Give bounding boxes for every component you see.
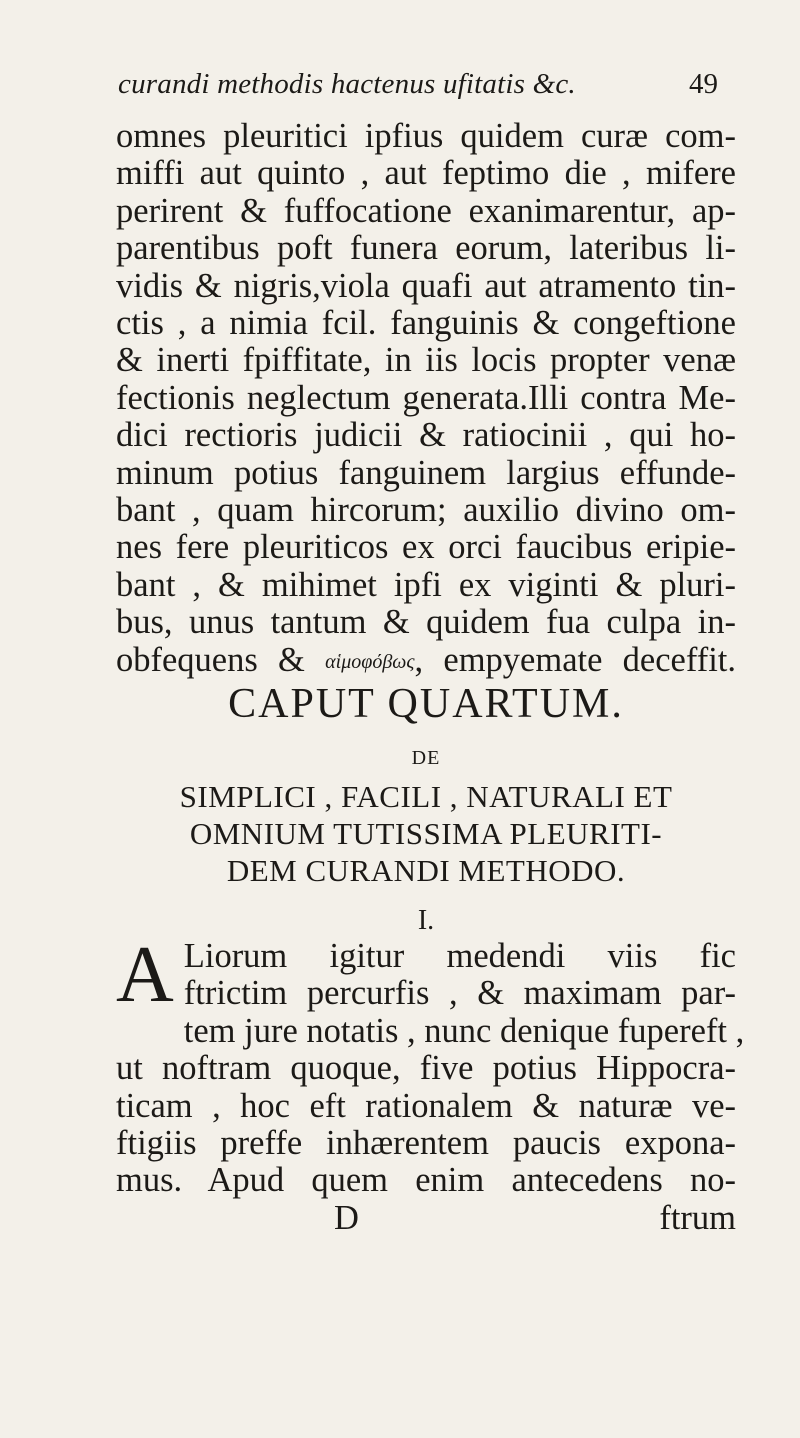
text-line: miffi aut quinto , aut feptimo die , mifere [116, 154, 736, 193]
text-line: minum potius fanguinem largius effunde- [116, 453, 736, 492]
text-line: bus, unus tantum & quidem fua culpa in- [116, 603, 736, 642]
signature-row [116, 1200, 736, 1237]
text-line: perirent & fuffocatione exanimarentur, ap- [116, 191, 736, 230]
text-line: fectionis neglectum generata.Illi contra Me- [116, 378, 736, 417]
text-line: ut noftram quoque, five potius Hippocra- [116, 1049, 736, 1088]
text-line: omnes pleuritici ipfius quidem curæ com- [116, 117, 736, 155]
drop-cap: A [116, 931, 174, 1019]
text-line: dici rectioris judicii & ratiocinii , qui ho- [116, 416, 736, 455]
text-line: bant , & mihimet ipfi ex viginti & pluri- [116, 565, 736, 604]
signature-mark: D [334, 1198, 359, 1237]
chapter-subtitle [116, 778, 736, 889]
page-number: 49 [689, 68, 718, 100]
chapter-de: DE [411, 747, 441, 769]
chapter-title: CAPUT QUARTUM. [228, 681, 624, 727]
text-line: & inerti fpiffitate, in iis locis propter venæ [116, 341, 736, 380]
text-line: bant , quam hircorum; auxilio divino om- [116, 491, 736, 530]
text-line: mus. Apud quem enim antecedens no- [116, 1161, 736, 1200]
text-line: ticam , hoc eft rationalem & naturæ ve- [116, 1086, 736, 1125]
running-head [118, 68, 718, 108]
text-line: vidis & nigris,viola quafi aut atramento tin- [116, 266, 736, 305]
text-line: parentibus poft funera eorum, lateribus li- [116, 229, 736, 268]
running-head-title: curandi methodis hactenus ufitatis &c. [118, 68, 576, 100]
section-number: I. [417, 905, 435, 936]
text-line: tem jure notatis , nunc denique fupereft , [183, 1011, 745, 1050]
text-fragment: obfequens & [116, 640, 305, 679]
text-line: ctis , a nimia fcil. fanguinis & congeftione [116, 304, 736, 343]
subtitle-line: OMNIUM TUTISSIMA PLEURITI- [189, 816, 663, 851]
text-line: nes fere pleuriticos ex orci faucibus eripie- [116, 528, 736, 567]
section-paragraph [116, 931, 745, 1237]
text-line: ftigiis preffe inhærentem paucis expona- [116, 1124, 736, 1163]
text-line: ftrictim percurfis , & maximam par- [183, 974, 736, 1013]
greek-word: αἱμοφόβως [325, 650, 415, 673]
text-line: Liorum igitur medendi viis fic [183, 937, 736, 975]
catchword: ftrum [659, 1198, 736, 1237]
text-line-last [116, 642, 736, 681]
subtitle-line: DEM CURANDI METHODO. [226, 853, 626, 888]
text-fragment: , empyemate deceffit. [414, 640, 736, 679]
subtitle-line: SIMPLICI , FACILI , NATURALI ET [179, 779, 673, 814]
body-paragraph [116, 118, 736, 681]
